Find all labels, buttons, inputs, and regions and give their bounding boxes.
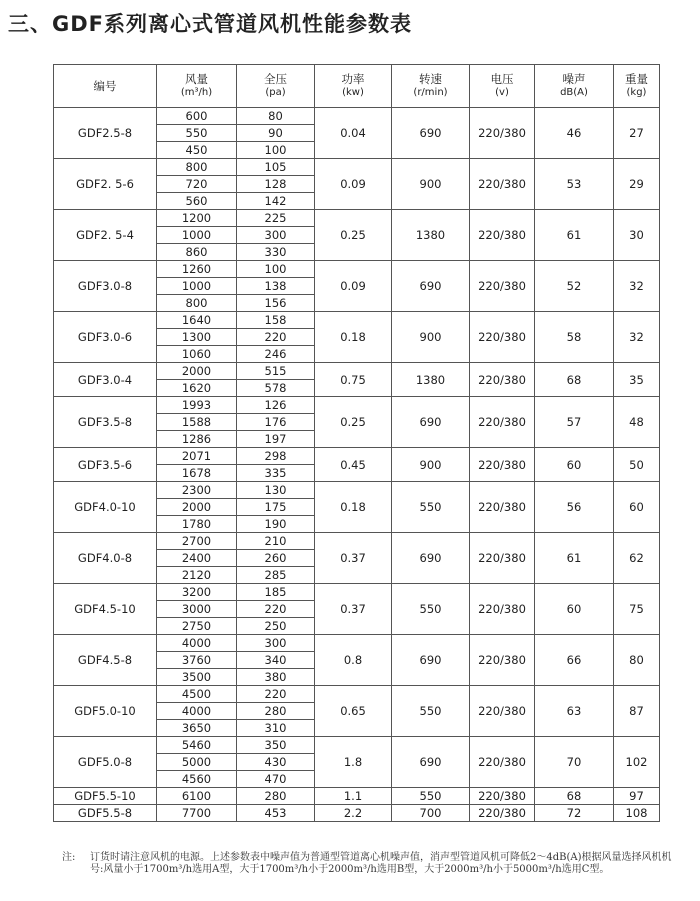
voltage-cell: 220/380 [470,482,535,533]
pressure-cell: 185 [237,584,315,601]
voltage-cell: 220/380 [470,635,535,686]
weight-cell: 60 [614,482,660,533]
speed-cell: 690 [392,261,470,312]
noise-cell: 46 [535,108,614,159]
table-row [54,397,660,414]
flow-cell: 1678 [157,465,237,482]
noise-cell: 57 [535,397,614,448]
flow-cell: 1260 [157,261,237,278]
flow-cell: 2120 [157,567,237,584]
flow-cell: 5000 [157,754,237,771]
weight-cell: 32 [614,261,660,312]
speed-cell: 900 [392,312,470,363]
pressure-cell: 310 [237,720,315,737]
flow-cell: 4000 [157,703,237,720]
header-unit: dB(A) [560,87,588,98]
header-unit: (kw) [342,87,364,98]
voltage-cell: 220/380 [470,788,535,805]
flow-cell: 600 [157,108,237,125]
footnote [62,852,682,876]
note-label: 注: [62,852,76,863]
model-cell: GDF4.5-8 [54,635,157,686]
voltage-cell: 220/380 [470,261,535,312]
model-cell: GDF2. 5-4 [54,210,157,261]
pressure-cell: 225 [237,210,315,227]
weight-cell: 27 [614,108,660,159]
speed-cell: 900 [392,448,470,482]
noise-cell: 61 [535,533,614,584]
pressure-cell: 335 [237,465,315,482]
flow-cell: 4000 [157,635,237,652]
flow-cell: 4500 [157,686,237,703]
table-row [54,788,660,805]
model-cell: GDF4.0-10 [54,482,157,533]
power-cell: 0.09 [315,261,392,312]
flow-cell: 1620 [157,380,237,397]
flow-cell: 1286 [157,431,237,448]
flow-cell: 7700 [157,805,237,822]
weight-cell: 62 [614,533,660,584]
table-row [54,686,660,703]
flow-cell: 800 [157,295,237,312]
pressure-cell: 453 [237,805,315,822]
voltage-cell: 220/380 [470,397,535,448]
header-unit: (m³/h) [180,87,213,98]
model-cell: GDF4.0-8 [54,533,157,584]
header-row [54,65,660,108]
flow-cell: 1000 [157,227,237,244]
noise-cell: 56 [535,482,614,533]
weight-cell: 48 [614,397,660,448]
noise-cell: 63 [535,686,614,737]
speed-cell: 690 [392,397,470,448]
flow-cell: 2400 [157,550,237,567]
flow-cell: 2750 [157,618,237,635]
flow-cell: 450 [157,142,237,159]
pressure-cell: 176 [237,414,315,431]
model-cell: GDF3.5-6 [54,448,157,482]
power-cell: 1.8 [315,737,392,788]
speed-cell: 690 [392,635,470,686]
weight-cell: 75 [614,584,660,635]
weight-cell: 50 [614,448,660,482]
pressure-cell: 280 [237,788,315,805]
table-row [54,448,660,465]
model-cell: GDF3.0-8 [54,261,157,312]
table-row [54,482,660,499]
power-cell: 0.8 [315,635,392,686]
voltage-cell: 220/380 [470,363,535,397]
header-name: 重量 [625,72,648,86]
weight-cell: 80 [614,635,660,686]
pressure-cell: 128 [237,176,315,193]
weight-cell: 35 [614,363,660,397]
noise-cell: 58 [535,312,614,363]
weight-cell: 32 [614,312,660,363]
pressure-cell: 300 [237,635,315,652]
noise-cell: 53 [535,159,614,210]
pressure-cell: 175 [237,499,315,516]
header-unit: (pa) [265,87,286,98]
speed-cell: 1380 [392,210,470,261]
power-cell: 0.45 [315,448,392,482]
pressure-cell: 105 [237,159,315,176]
pressure-cell: 90 [237,125,315,142]
voltage-cell: 220/380 [470,108,535,159]
pressure-cell: 156 [237,295,315,312]
header-name: 全压 [264,72,287,86]
pressure-cell: 350 [237,737,315,754]
power-cell: 0.04 [315,108,392,159]
voltage-cell: 220/380 [470,805,535,822]
speed-cell: 700 [392,805,470,822]
noise-cell: 60 [535,448,614,482]
power-cell: 0.18 [315,482,392,533]
noise-cell: 61 [535,210,614,261]
header-name: 噪声 [562,72,586,86]
table-row [54,210,660,227]
noise-cell: 68 [535,363,614,397]
header-cell [315,65,392,108]
power-cell: 0.37 [315,533,392,584]
pressure-cell: 515 [237,363,315,380]
header-cell [237,65,315,108]
pressure-cell: 470 [237,771,315,788]
pressure-cell: 430 [237,754,315,771]
noise-cell: 60 [535,584,614,635]
weight-cell: 108 [614,805,660,822]
pressure-cell: 220 [237,329,315,346]
voltage-cell: 220/380 [470,312,535,363]
pressure-cell: 250 [237,618,315,635]
noise-cell: 66 [535,635,614,686]
pressure-cell: 220 [237,601,315,618]
pressure-cell: 340 [237,652,315,669]
model-cell: GDF5.0-10 [54,686,157,737]
table-row [54,312,660,329]
flow-cell: 1588 [157,414,237,431]
pressure-cell: 300 [237,227,315,244]
pressure-cell: 130 [237,482,315,499]
header-cell [392,65,470,108]
header-cell [535,65,614,108]
pressure-cell: 197 [237,431,315,448]
parameter-table [53,64,660,822]
note-text: 订货时请注意风机的电源。上述参数表中噪声值为普通型管道离心机噪声值，消声型管道风机可降低2～4dB(A)根据风量选择风机机号:风量小于1700m³/h选用A型，大于1700m³/h小于2000m³/h选用B型，大于2000m³/h小于5000m³/h选用C型。 [90,852,672,875]
weight-cell: 30 [614,210,660,261]
table-row [54,363,660,380]
header-cell [614,65,660,108]
flow-cell: 6100 [157,788,237,805]
noise-cell: 70 [535,737,614,788]
power-cell: 1.1 [315,788,392,805]
speed-cell: 550 [392,686,470,737]
flow-cell: 1993 [157,397,237,414]
model-cell: GDF2.5-8 [54,108,157,159]
model-cell: GDF3.5-8 [54,397,157,448]
pressure-cell: 210 [237,533,315,550]
noise-cell: 52 [535,261,614,312]
pressure-cell: 158 [237,312,315,329]
pressure-cell: 380 [237,669,315,686]
flow-cell: 1300 [157,329,237,346]
voltage-cell: 220/380 [470,210,535,261]
table-row [54,805,660,822]
table-row [54,533,660,550]
speed-cell: 690 [392,108,470,159]
power-cell: 0.75 [315,363,392,397]
table-row [54,261,660,278]
header-name: 风量 [185,72,208,86]
header-unit: (r/min) [413,87,448,98]
power-cell: 0.25 [315,210,392,261]
pressure-cell: 100 [237,261,315,278]
header-name: 电压 [490,72,514,86]
pressure-cell: 100 [237,142,315,159]
table-row [54,584,660,601]
header-name: 编号 [93,79,117,93]
flow-cell: 3000 [157,601,237,618]
header-name: 转速 [419,72,442,86]
table-row [54,737,660,754]
pressure-cell: 142 [237,193,315,210]
page-title: 三、GDF系列离心式管道风机性能参数表 [8,12,413,36]
header-cell [54,65,157,108]
flow-cell: 2700 [157,533,237,550]
flow-cell: 3650 [157,720,237,737]
voltage-cell: 220/380 [470,159,535,210]
flow-cell: 2000 [157,499,237,516]
power-cell: 0.18 [315,312,392,363]
pressure-cell: 246 [237,346,315,363]
table-row [54,159,660,176]
flow-cell: 3760 [157,652,237,669]
header-cell [470,65,535,108]
pressure-cell: 190 [237,516,315,533]
model-cell: GDF5.0-8 [54,737,157,788]
model-cell: GDF3.0-4 [54,363,157,397]
pressure-cell: 126 [237,397,315,414]
pressure-cell: 260 [237,550,315,567]
flow-cell: 2071 [157,448,237,465]
flow-cell: 2000 [157,363,237,380]
power-cell: 0.65 [315,686,392,737]
speed-cell: 550 [392,788,470,805]
voltage-cell: 220/380 [470,448,535,482]
speed-cell: 550 [392,584,470,635]
flow-cell: 4560 [157,771,237,788]
header-name: 功率 [341,72,365,86]
pressure-cell: 578 [237,380,315,397]
pressure-cell: 80 [237,108,315,125]
header-unit: (v) [495,87,509,98]
speed-cell: 1380 [392,363,470,397]
header-unit: (kg) [626,87,647,98]
speed-cell: 550 [392,482,470,533]
model-cell: GDF2. 5-6 [54,159,157,210]
flow-cell: 560 [157,193,237,210]
weight-cell: 29 [614,159,660,210]
weight-cell: 97 [614,788,660,805]
model-cell: GDF4.5-10 [54,584,157,635]
pressure-cell: 285 [237,567,315,584]
header-cell [157,65,237,108]
flow-cell: 3200 [157,584,237,601]
flow-cell: 1060 [157,346,237,363]
flow-cell: 1000 [157,278,237,295]
speed-cell: 690 [392,533,470,584]
flow-cell: 1640 [157,312,237,329]
pressure-cell: 280 [237,703,315,720]
pressure-cell: 138 [237,278,315,295]
table-row [54,635,660,652]
flow-cell: 2300 [157,482,237,499]
voltage-cell: 220/380 [470,686,535,737]
power-cell: 0.25 [315,397,392,448]
pressure-cell: 298 [237,448,315,465]
power-cell: 0.09 [315,159,392,210]
flow-cell: 5460 [157,737,237,754]
speed-cell: 690 [392,737,470,788]
flow-cell: 3500 [157,669,237,686]
noise-cell: 68 [535,788,614,805]
power-cell: 2.2 [315,805,392,822]
voltage-cell: 220/380 [470,584,535,635]
weight-cell: 102 [614,737,660,788]
pressure-cell: 330 [237,244,315,261]
flow-cell: 550 [157,125,237,142]
pressure-cell: 220 [237,686,315,703]
flow-cell: 720 [157,176,237,193]
flow-cell: 1780 [157,516,237,533]
speed-cell: 900 [392,159,470,210]
table-row [54,108,660,125]
power-cell: 0.37 [315,584,392,635]
flow-cell: 800 [157,159,237,176]
model-cell: GDF5.5-8 [54,805,157,822]
weight-cell: 87 [614,686,660,737]
flow-cell: 860 [157,244,237,261]
voltage-cell: 220/380 [470,737,535,788]
noise-cell: 72 [535,805,614,822]
model-cell: GDF3.0-6 [54,312,157,363]
voltage-cell: 220/380 [470,533,535,584]
model-cell: GDF5.5-10 [54,788,157,805]
flow-cell: 1200 [157,210,237,227]
